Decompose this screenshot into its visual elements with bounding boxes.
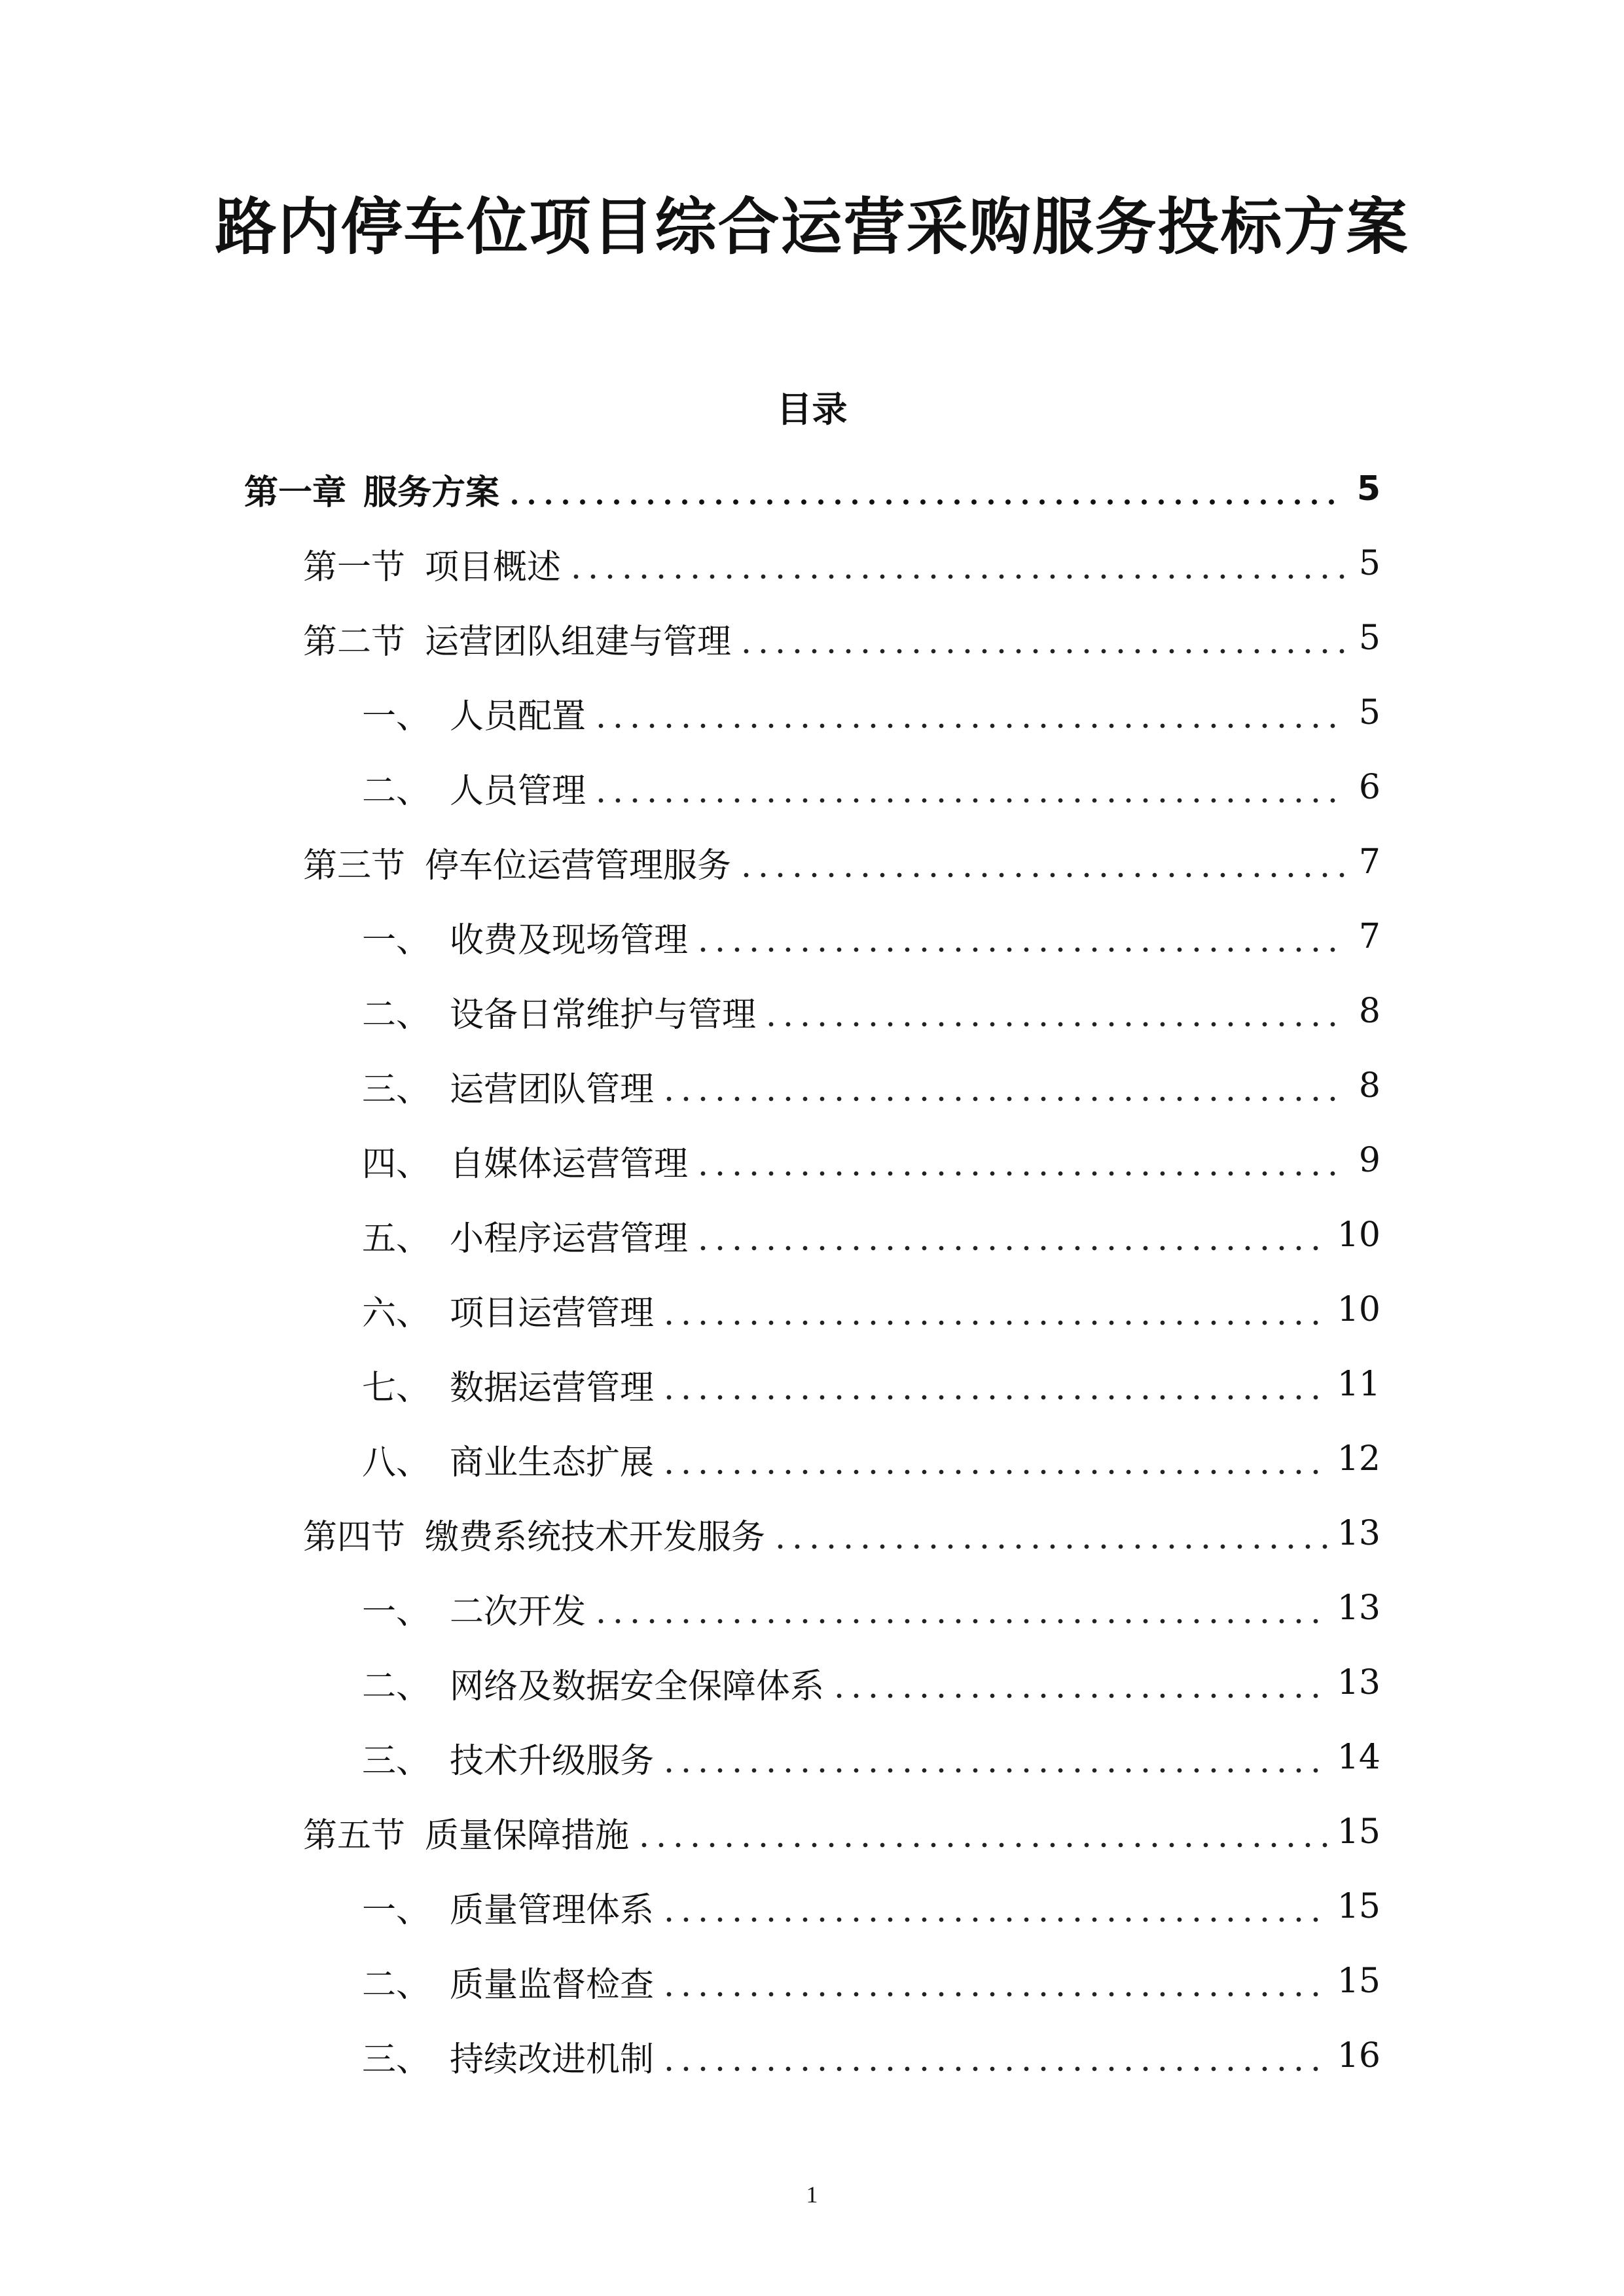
toc-entry-text: 质量保障措施 [425,1816,630,1856]
toc-entry-text: 运营团队组建与管理 [425,622,732,662]
toc-entry-text: 缴费系统技术开发服务 [425,1517,766,1557]
dot-leader [660,1442,1328,1476]
toc-entry-label [303,1509,765,1558]
toc-entry-page: 8 [1358,992,1380,1031]
toc-entry-section-1[interactable] [0,526,1624,601]
toc-entry-item[interactable] [0,1123,1624,1198]
toc-entry-number: 五、 [362,1219,431,1259]
toc-entry-label [362,1733,654,1782]
toc-entry-item[interactable] [0,1571,1624,1645]
toc-entry-number: 三、 [362,1069,431,1109]
toc-heading: 目录 [776,389,848,430]
toc-entry-number: 四、 [362,1144,431,1184]
toc-entry-page: 8 [1358,1066,1380,1105]
toc-entry-number: 第三节 [303,846,406,886]
toc-entry-label [362,1584,586,1633]
dot-leader [568,547,1345,581]
toc-entry-label [303,539,561,588]
toc-entry-page: 10 [1337,1290,1380,1329]
toc-entry-label [362,912,688,961]
toc-entry-number: 二、 [362,1965,431,2005]
dot-leader [660,1740,1328,1774]
toc-entry-text: 自媒体运营管理 [450,1144,689,1184]
toc-entry-text: 收费及现场管理 [450,920,689,960]
toc-entry-page: 16 [1337,2036,1380,2075]
toc-entry-label [244,465,499,514]
toc-entry-item[interactable] [0,1272,1624,1347]
toc-entry-number: 二、 [362,1666,431,1706]
dot-leader [592,770,1345,804]
table-of-contents [0,452,1624,2093]
dot-leader [695,920,1345,954]
toc-entry-page: 10 [1337,1215,1380,1255]
dot-leader [772,1516,1328,1551]
toc-entry-item[interactable] [0,1645,1624,1720]
dot-leader [592,696,1345,730]
toc-entry-label [303,614,731,663]
toc-entry-page: 11 [1337,1365,1380,1404]
page-number: 1 [806,2181,818,2208]
toc-entry-item[interactable] [0,1944,1624,2018]
dot-leader [831,1666,1328,1700]
toc-entry-text: 技术升级服务 [450,1741,655,1781]
toc-entry-label [303,1808,629,1857]
toc-entry-page: 15 [1337,1812,1380,1852]
toc-entry-item[interactable] [0,1198,1624,1272]
toc-entry-page: 15 [1337,1962,1380,2001]
toc-entry-number: 第五节 [303,1816,406,1856]
toc-entry-label [362,1435,654,1484]
toc-entry-label [362,689,586,738]
toc-entry-page: 7 [1358,842,1380,882]
toc-entry-page: 12 [1337,1439,1380,1479]
dot-leader [763,994,1345,1028]
dot-leader [660,1367,1328,1401]
toc-entry-number: 第二节 [303,622,406,662]
toc-entry-label [362,1659,824,1708]
toc-entry-number: 二、 [362,771,431,811]
toc-entry-number: 第四节 [303,1517,406,1557]
toc-entry-number: 一、 [362,696,431,736]
toc-entry-page: 5 [1358,544,1380,583]
toc-entry-text: 人员配置 [450,696,586,736]
dot-leader [660,1964,1328,1998]
toc-entry-page: 13 [1337,1663,1380,1702]
toc-entry-text: 二次开发 [450,1592,586,1632]
toc-entry-item[interactable] [0,899,1624,974]
toc-entry-section-5[interactable] [0,1795,1624,1869]
toc-entry-chapter-1[interactable] [0,452,1624,526]
toc-entry-label [362,1136,688,1185]
toc-entry-number: 一、 [362,920,431,960]
toc-entry-text: 停车位运营管理服务 [425,846,732,886]
toc-entry-number: 三、 [362,2039,431,2079]
toc-entry-label [362,1285,654,1335]
toc-entry-label [362,987,756,1036]
toc-entry-label [362,1211,688,1260]
toc-entry-page: 13 [1337,1514,1380,1553]
toc-entry-number: 二、 [362,995,431,1035]
toc-entry-page: 13 [1337,1588,1380,1628]
dot-leader [660,1293,1328,1327]
dot-leader [636,1815,1328,1849]
toc-entry-text: 运营团队管理 [450,1069,655,1109]
toc-entry-page: 7 [1358,917,1380,956]
toc-entry-page: 15 [1337,1887,1380,1926]
toc-entry-page: 5 [1358,693,1380,732]
toc-entry-number: 第一章 [244,473,347,512]
toc-entry-item[interactable] [0,675,1624,750]
toc-entry-text: 数据运营管理 [450,1368,655,1408]
toc-entry-number: 一、 [362,1890,431,1930]
dot-leader [660,2039,1328,2073]
dot-leader [695,1218,1328,1252]
toc-entry-label [362,1957,654,2006]
toc-entry-text: 网络及数据安全保障体系 [450,1666,825,1706]
toc-entry-item[interactable] [0,2018,1624,2093]
toc-entry-text: 服务方案 [363,473,500,512]
toc-entry-number: 八、 [362,1443,431,1482]
toc-entry-text: 项目概述 [425,547,562,587]
toc-entry-text: 商业生态扩展 [450,1443,655,1482]
dot-leader [738,845,1345,879]
toc-entry-page: 9 [1358,1141,1380,1180]
dot-leader [738,621,1345,655]
dot-leader [660,1890,1328,1924]
toc-entry-item[interactable] [0,1720,1624,1795]
toc-entry-number: 三、 [362,1741,431,1781]
toc-entry-label [362,2032,654,2081]
toc-entry-text: 质量管理体系 [450,1890,655,1930]
toc-entry-label [362,1360,654,1409]
dot-leader [660,1069,1345,1103]
toc-entry-section-3[interactable] [0,825,1624,899]
toc-entry-section-2[interactable] [0,601,1624,675]
toc-entry-item[interactable] [0,1422,1624,1496]
toc-entry-number: 七、 [362,1368,431,1408]
toc-entry-text: 项目运营管理 [450,1293,655,1333]
toc-entry-label [303,838,731,887]
toc-entry-label [362,1062,654,1111]
dot-leader [592,1591,1328,1625]
toc-entry-item[interactable] [0,974,1624,1049]
toc-entry-text: 质量监督检查 [450,1965,655,2005]
toc-entry-text: 设备日常维护与管理 [450,995,757,1035]
toc-entry-section-4[interactable] [0,1496,1624,1571]
dot-leader [506,472,1345,506]
toc-entry-page: 14 [1337,1738,1380,1777]
dot-leader [695,1143,1345,1177]
toc-entry-page: 6 [1358,768,1380,807]
toc-entry-item[interactable] [0,750,1624,825]
toc-entry-text: 小程序运营管理 [450,1219,689,1259]
toc-entry-page: 5 [1358,619,1380,658]
toc-entry-text: 持续改进机制 [450,2039,655,2079]
toc-entry-item[interactable] [0,1347,1624,1422]
toc-entry-number: 六、 [362,1293,431,1333]
document-title: 路内停车位项目综合运营采购服务投标方案 [215,192,1409,263]
toc-entry-number: 第一节 [303,547,406,587]
toc-entry-label [362,1882,654,1931]
toc-entry-label [362,763,586,812]
toc-entry-page: 5 [1356,469,1380,509]
toc-entry-number: 一、 [362,1592,431,1632]
toc-entry-text: 人员管理 [450,771,586,811]
toc-entry-item[interactable] [0,1049,1624,1123]
toc-entry-item[interactable] [0,1869,1624,1944]
